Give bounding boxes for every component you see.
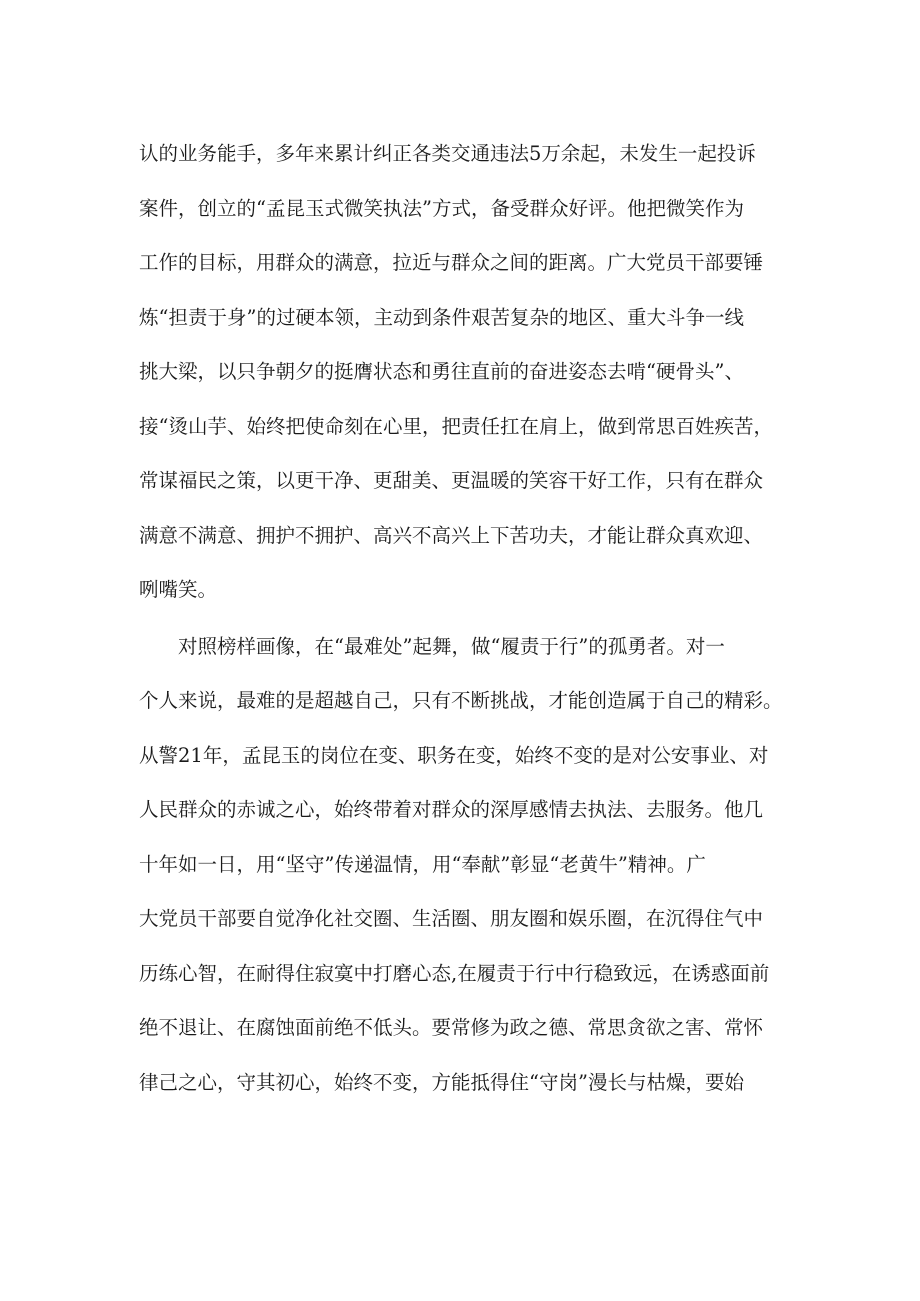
paragraph-2 xyxy=(139,620,799,1111)
text-line: 对照榜样画像，在“最难处”起舞，做“履责于行”的孤勇者。对一 xyxy=(139,634,725,658)
paragraph-1 xyxy=(139,127,799,618)
text-line: 从警21年，孟昆玉的岗位在变、职务在变，始终不变的是对公安事业、对 xyxy=(139,743,769,767)
text-line: 咧嘴笑。 xyxy=(139,578,218,601)
text-line: 律己之心，守其初心，始终不变，方能抵得住“守岗”漫长与枯燥，要始 xyxy=(139,1070,744,1094)
text-line: 挑大梁，以只争朝夕的挺膺状态和勇往直前的奋进姿态去啃“硬骨头”、 xyxy=(139,360,744,383)
document-body xyxy=(139,127,799,1110)
text-line: 十年如一日，用“坚守”传递温情，用“奉献”彰显“老黄牛”精神。广 xyxy=(139,852,706,876)
text-line: 满意不满意、拥护不拥护、高兴不高兴上下苦功夫，才能让群众真欢迎、 xyxy=(139,523,764,547)
text-line: 大党员干部要自觉净化社交圈、生活圈、朋友圈和娱乐圈，在沉得住气中 xyxy=(139,907,764,930)
text-line: 绝不退让、在腐蚀面前绝不低头。要常修为政之德、常思贪欲之害、常怀 xyxy=(139,1016,764,1039)
text-line: 人民群众的赤诚之心，始终带着对群众的深厚感情去执法、去服务。他几 xyxy=(139,798,764,821)
text-line: 工作的目标，用群众的满意，拉近与群众之间的距离。广大党员干部要锤 xyxy=(139,251,764,274)
text-line: 历练心智，在耐得住寂寞中打磨心态,在履责于行中行稳致远，在诱惑面前 xyxy=(139,961,770,985)
text-line: 炼“担责于身”的过硬本领，主动到条件艰苦复杂的地区、重大斗争一线 xyxy=(139,305,744,329)
text-line: 接“烫山芋、始终把使命刻在心里，把责任扛在肩上，做到常思百姓疾苦， xyxy=(139,414,773,438)
text-line: 个人来说，最难的是超越自己，只有不断挑战，才能创造属于自己的精彩。 xyxy=(139,689,783,712)
text-line: 认的业务能手，多年来累计纠正各类交通违法5万余起，未发生一起投诉 xyxy=(139,142,756,165)
text-line: 案件，创立的“孟昆玉式微笑执法”方式，备受群众好评。他把微笑作为 xyxy=(139,196,744,220)
text-line: 常谋福民之策，以更干净、更甜美、更温暖的笑容干好工作，只有在群众 xyxy=(139,469,764,492)
